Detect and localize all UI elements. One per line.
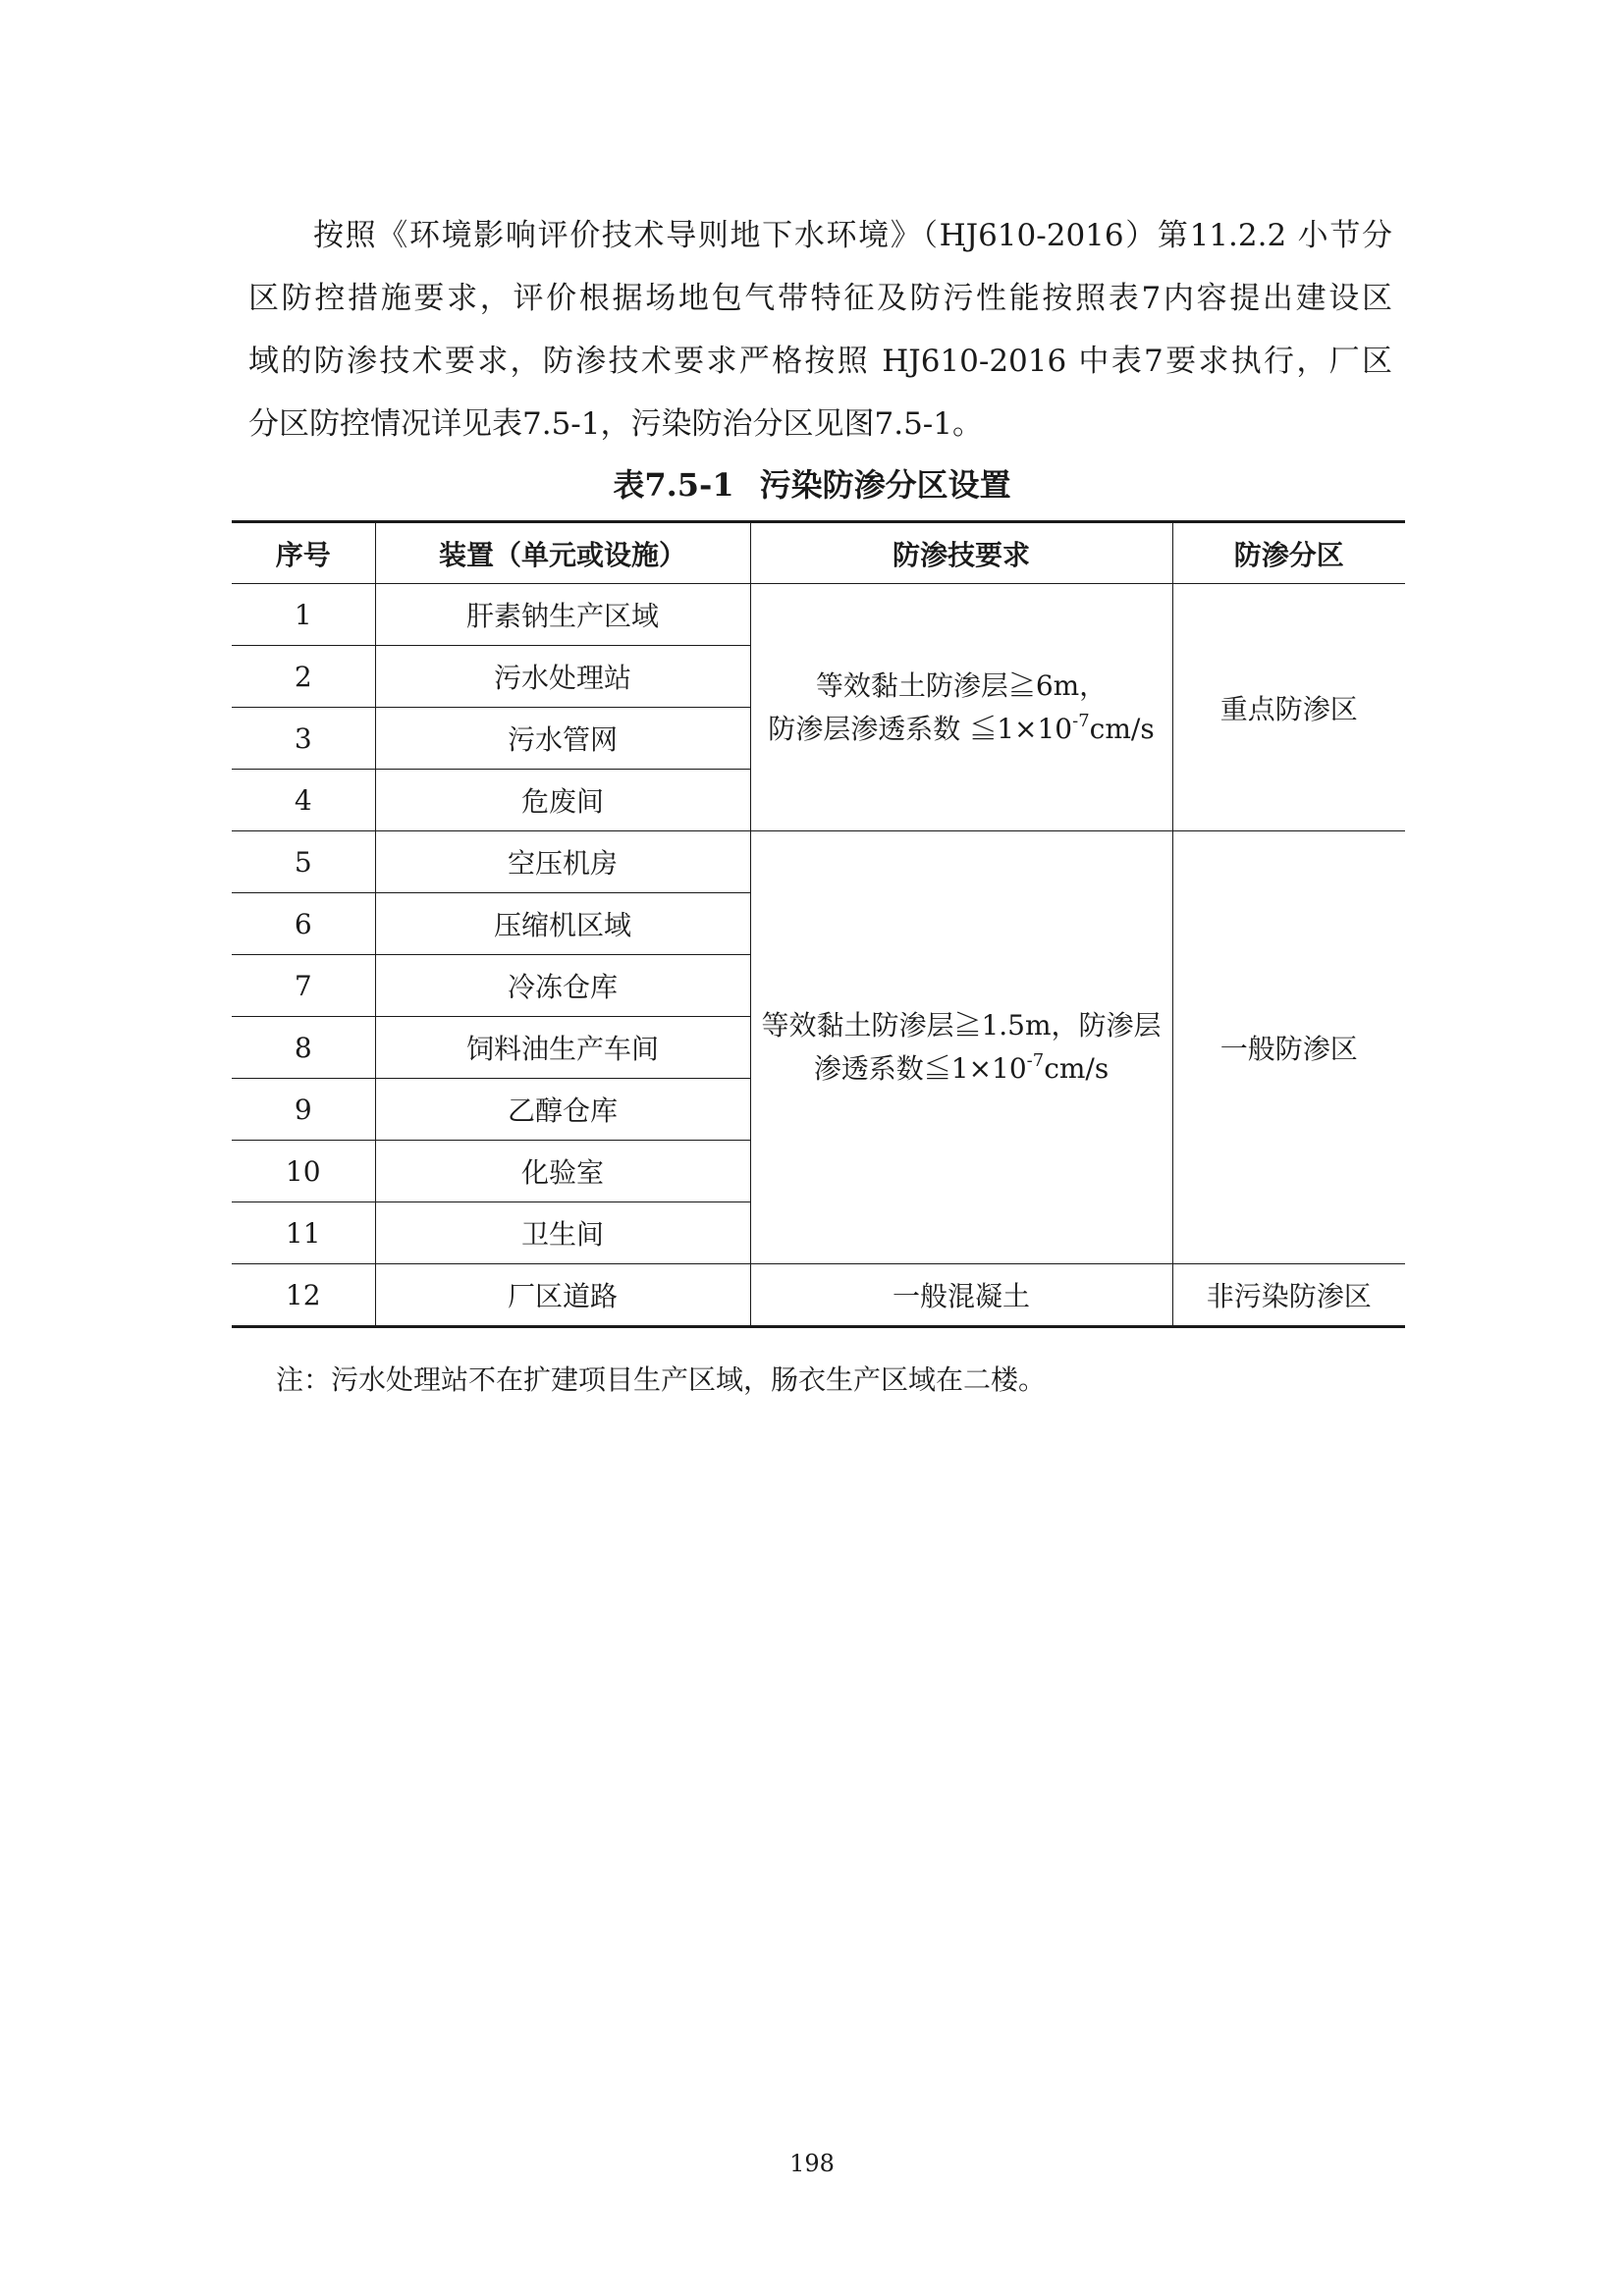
- row-no: 10: [232, 1141, 375, 1202]
- table-caption-number: 表7.5-1: [613, 466, 734, 504]
- paragraph-line-4: 分区防控情况详见表7.5-1，污染防治分区见图7.5-1。: [248, 406, 983, 442]
- header-no: 序号: [232, 522, 375, 584]
- row-no: 2: [232, 646, 375, 708]
- row-no: 3: [232, 708, 375, 770]
- row-unit: 污水管网: [375, 708, 750, 770]
- paragraph-line-2: 区防控措施要求，评价根据场地包气带特征及防污性能按照表7内容提出建设区: [248, 281, 1392, 316]
- requirement-exponent: -7: [1072, 710, 1090, 731]
- requirement-cell-general: [750, 831, 1172, 1264]
- row-unit: 饲料油生产车间: [375, 1017, 750, 1079]
- row-no: 8: [232, 1017, 375, 1079]
- paragraph-line-1: 按照《环境影响评价技术导则地下水环境》（HJ610-2016）第11.2.2 小节分: [313, 218, 1392, 253]
- row-unit: 压缩机区域: [375, 893, 750, 955]
- requirement-unit: cm/s: [1044, 1052, 1110, 1085]
- table-header-row: [232, 522, 1405, 584]
- header-zone: 防渗分区: [1172, 522, 1405, 584]
- row-unit: 危废间: [375, 770, 750, 831]
- requirement-line-1: 等效黏土防渗层≧1.5m，防渗层: [761, 1009, 1162, 1041]
- requirement-line-1: 等效黏土防渗层≧6m，: [815, 668, 1108, 702]
- table-note: 注：污水处理站不在扩建项目生产区域，肠衣生产区域在二楼。: [276, 1363, 1047, 1396]
- zone-cell-general: 一般防渗区: [1172, 831, 1405, 1264]
- row-no: 11: [232, 1202, 375, 1264]
- seepage-zone-table: [232, 520, 1405, 1328]
- header-unit: 装置（单元或设施）: [375, 522, 750, 584]
- requirement-line-2: 渗透系数≦1×10: [813, 1052, 1027, 1085]
- requirement-unit: cm/s: [1089, 712, 1155, 745]
- row-no: 12: [232, 1264, 375, 1327]
- zone-cell-nonpolluted: 非污染防渗区: [1172, 1264, 1405, 1327]
- row-unit: 污水处理站: [375, 646, 750, 708]
- row-no: 5: [232, 831, 375, 893]
- table-caption: [0, 461, 1624, 508]
- row-unit: 肝素钠生产区域: [375, 584, 750, 646]
- table-caption-text: 污染防渗分区设置: [759, 466, 1011, 504]
- table-row: [232, 584, 1405, 646]
- requirement-line-2: 防渗层渗透系数 ≦1×10: [768, 712, 1073, 745]
- row-unit: 冷冻仓库: [375, 955, 750, 1017]
- requirement-cell-key: [750, 584, 1172, 831]
- requirement-cell-nonpolluted: 一般混凝土: [750, 1264, 1172, 1327]
- page-number: 198: [789, 2150, 835, 2177]
- requirement-text-key: [768, 665, 1154, 751]
- row-unit: 厂区道路: [375, 1264, 750, 1327]
- zone-cell-key: 重点防渗区: [1172, 584, 1405, 831]
- row-no: 7: [232, 955, 375, 1017]
- row-no: 1: [232, 584, 375, 646]
- row-unit: 乙醇仓库: [375, 1079, 750, 1141]
- body-paragraph: [248, 204, 1392, 455]
- row-unit: 空压机房: [375, 831, 750, 893]
- requirement-exponent: -7: [1026, 1050, 1045, 1071]
- row-unit: 化验室: [375, 1141, 750, 1202]
- paragraph-line-3: 域的防渗技术要求，防渗技术要求严格按照 HJ610-2016 中表7要求执行，厂区: [248, 344, 1392, 379]
- header-requirement: 防渗技要求: [750, 522, 1172, 584]
- table-row: [232, 1264, 1405, 1327]
- row-no: 9: [232, 1079, 375, 1141]
- row-unit: 卫生间: [375, 1202, 750, 1264]
- requirement-text-general: [761, 1004, 1161, 1091]
- table-row: [232, 831, 1405, 893]
- row-no: 4: [232, 770, 375, 831]
- row-no: 6: [232, 893, 375, 955]
